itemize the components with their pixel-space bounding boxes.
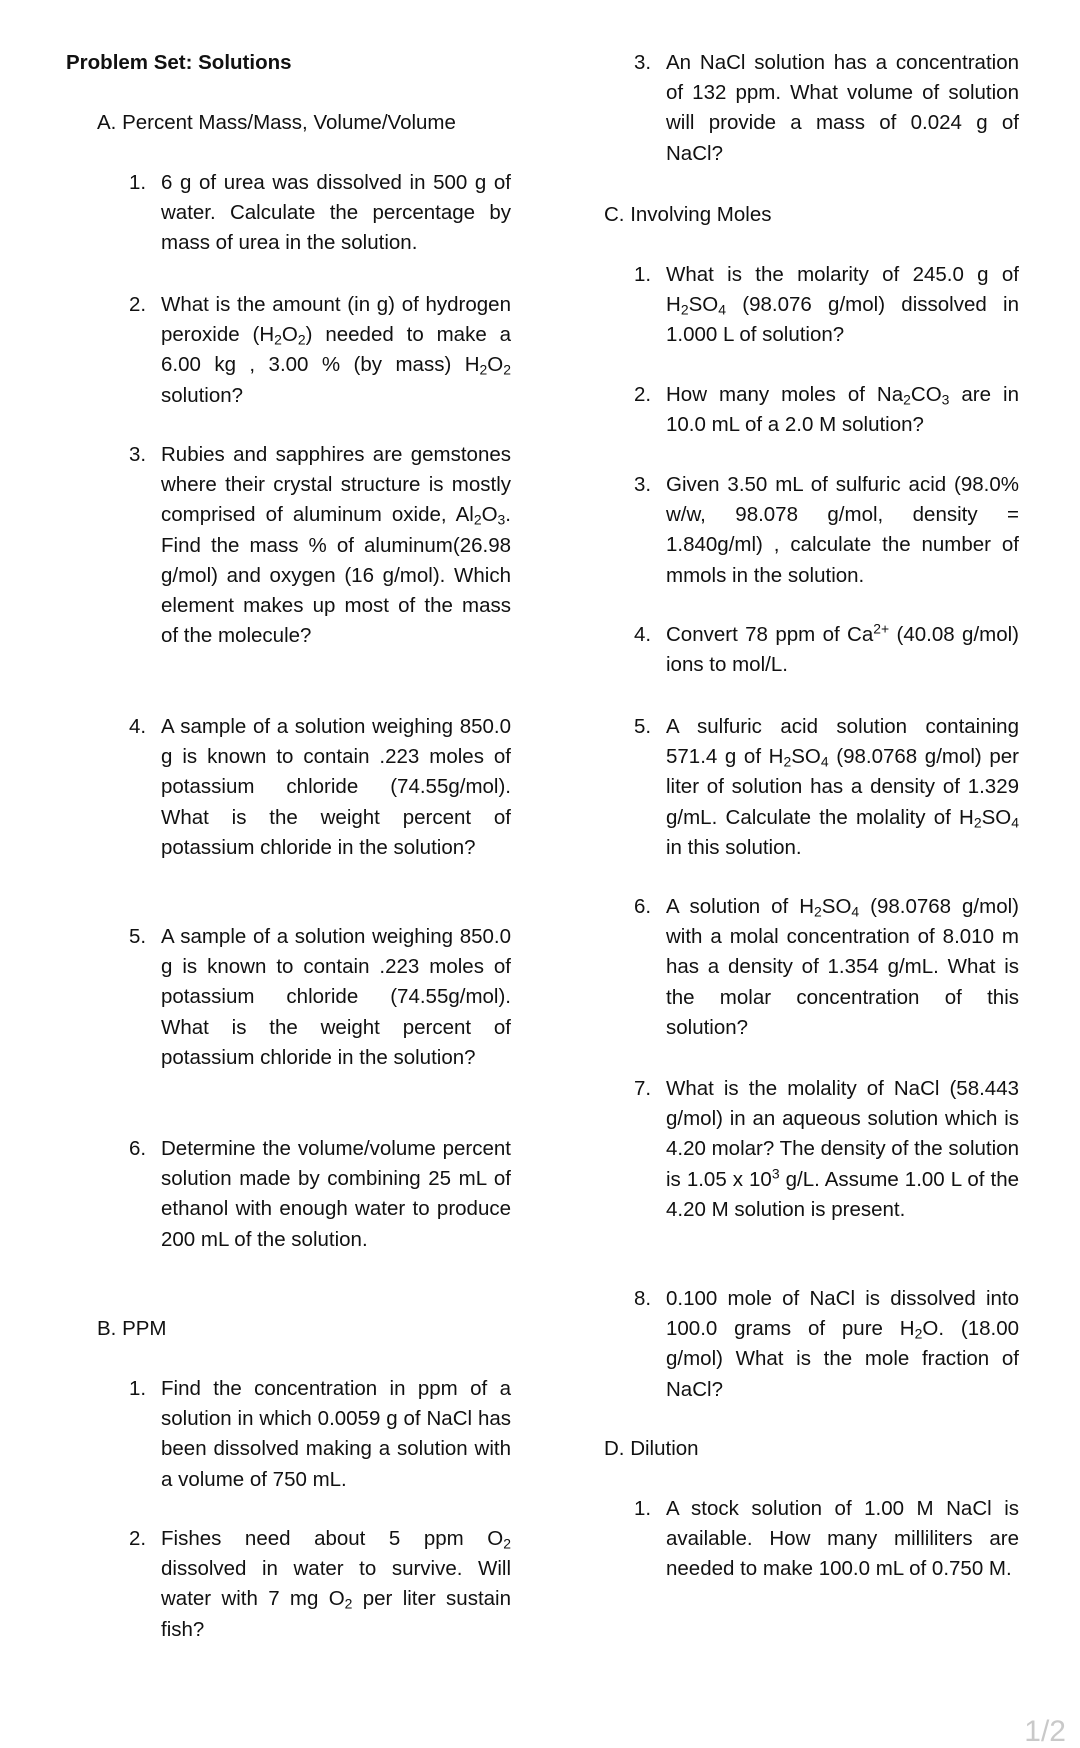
problem-a3 — [129, 440, 511, 651]
problem-number: 8. — [634, 1287, 652, 1310]
problem-number: 5. — [129, 925, 147, 948]
problem-a4 — [129, 712, 511, 863]
problem-text: Given 3.50 mL of sulfuric acid (98.0% w/w, 98.078 g/mol, density = 1.840g/ml) , calculate the number of mmols in the solution. — [666, 473, 1019, 587]
problem-number: 1. — [634, 263, 652, 286]
problem-text: A sample of a solution weighing 850.0 g is known to contain .223 moles of potassium chloride (74.55g/mol). What is the weight percent of potassium chloride in the solution? — [161, 715, 511, 859]
page-number: 1/2 — [1024, 1714, 1066, 1748]
problem-number: 1. — [634, 1497, 652, 1520]
problem-number: 1. — [129, 1377, 147, 1400]
problem-text: 0.100 mole of NaCl is dissolved into 100.0 grams of pure $H_2O$. (18.00 g/mol) What is the mole fraction of NaCl? — [666, 1287, 1019, 1401]
problem-c4 — [634, 620, 1019, 680]
problem-c1 — [634, 260, 1019, 351]
problem-number: 6. — [634, 895, 652, 918]
problem-text: What is the amount (in g) of hydrogen peroxide $(H_2O_2)$ needed to make a 6.00 kg , 3.00 % (by mass) $H_2O_2$ solution? — [161, 293, 511, 407]
problem-number: 2. — [129, 1527, 147, 1550]
section-c-heading: C. Involving Moles — [604, 203, 772, 226]
problem-number: 4. — [634, 623, 652, 646]
problem-number: 3. — [129, 443, 147, 466]
problem-text: A sample of a solution weighing 850.0 g is known to contain .223 moles of potassium chloride (74.55g/mol). What is the weight percent of potassium chloride in the solution? — [161, 925, 511, 1069]
problem-c3 — [634, 470, 1019, 591]
problem-text: A stock solution of 1.00 M NaCl is available. How many milliliters are needed to make 100.0 mL of 0.750 M. — [666, 1497, 1019, 1581]
section-d-heading: D. Dilution — [604, 1437, 699, 1460]
problem-b1 — [129, 1374, 511, 1495]
problem-b2 — [129, 1524, 511, 1645]
problem-text: A solution of $H_2SO_4$ (98.0768 g/mol) with a molal concentration of 8.010 m has a density of 1.354 g/mL. What is the molar concentration of this solution? — [666, 895, 1019, 1039]
problem-text: Rubies and sapphires are gemstones where their crystal structure is mostly comprised of aluminum oxide, $Al_2O_3$. Find the mass % of aluminum(26.98 g/mol) and oxygen (16 g/mol). Which element makes up most of the mass of the molecule? — [161, 443, 511, 648]
problem-text: An NaCl solution has a concentration of 132 ppm. What volume of solution will provide a mass of 0.024 g of NaCl? — [666, 51, 1019, 165]
problem-number: 3. — [634, 473, 652, 496]
problem-number: 1. — [129, 171, 147, 194]
problem-text: How many moles of $Na_2CO_3$ are in 10.0 mL of a 2.0 M solution? — [666, 383, 1019, 437]
problem-number: 5. — [634, 715, 652, 738]
problem-c5 — [634, 712, 1019, 863]
problem-number: 2. — [634, 383, 652, 406]
problem-text: What is the molality of NaCl (58.443 g/mol) in an aqueous solution which is 4.20 molar? The density of the solution is 1.05 x $10^3$ g/L. Assume 1.00 L of the 4.20 M solution is present. — [666, 1077, 1020, 1221]
problem-text: 6 g of urea was dissolved in 500 g of water. Calculate the percentage by mass of urea in the solution. — [161, 171, 511, 255]
page-title: Problem Set: Solutions — [66, 51, 292, 74]
problem-c7 — [634, 1074, 1019, 1225]
section-a-heading: A. Percent Mass/Mass, Volume/Volume — [97, 111, 456, 134]
problem-d1 — [634, 1494, 1019, 1585]
problem-c2 — [634, 380, 1019, 440]
problem-text: Fishes need about 5 ppm $O_2$ dissolved in water to survive. Will water with 7 mg $O_2$ per liter sustain fish? — [161, 1527, 511, 1641]
section-b-heading: B. PPM — [97, 1317, 167, 1340]
problem-c6 — [634, 892, 1019, 1043]
problem-number: 6. — [129, 1137, 147, 1160]
problem-text: What is the molarity of 245.0 g of $H_2SO_4$ (98.076 g/mol) dissolved in 1.000 L of solution? — [666, 263, 1019, 347]
problem-number: 7. — [634, 1077, 652, 1100]
problem-a6 — [129, 1134, 511, 1255]
problem-number: 4. — [129, 715, 147, 738]
problem-text: Determine the volume/volume percent solution made by combining 25 mL of ethanol with enough water to produce 200 mL of the solution. — [161, 1137, 511, 1251]
problem-number: 2. — [129, 293, 147, 316]
problem-text: Find the concentration in ppm of a solution in which 0.0059 g of NaCl has been dissolved making a solution with a volume of 750 mL. — [161, 1377, 511, 1491]
problem-b3 — [634, 48, 1019, 169]
problem-a2 — [129, 290, 511, 411]
problem-c8 — [634, 1284, 1019, 1405]
problem-a1 — [129, 168, 511, 259]
problem-a5 — [129, 922, 511, 1073]
problem-text: A sulfuric acid solution containing 571.4 g of $H_2SO_4$ (98.0768 g/mol) per liter of solution has a density of 1.329 g/mL. Calculate the molality of $H_2SO_4$ in this solution. — [666, 715, 1019, 859]
problem-number: 3. — [634, 51, 652, 74]
problem-text: Convert 78 ppm of $Ca^{2+}$ (40.08 g/mol) ions to mol/L. — [666, 620, 1019, 677]
